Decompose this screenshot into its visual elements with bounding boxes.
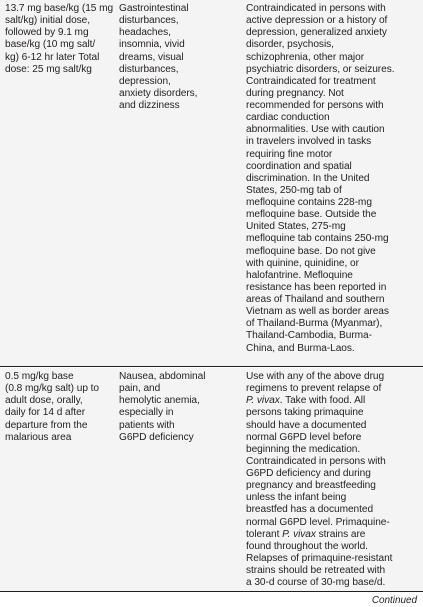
table-row (0, 368, 423, 591)
adverse-line: Nausea, abdominal (119, 371, 206, 382)
comments-line: with quinine, quinidine, or (246, 257, 359, 269)
species-name: P. vivax (282, 528, 316, 540)
comments-line: halofantrine. Mefloquine (246, 269, 353, 281)
comments-line: discrimination. In the United (246, 172, 370, 184)
dosage-line: salt/kg) initial dose, (5, 15, 91, 27)
adverse-line: and dizziness (119, 100, 180, 111)
comments-line: mefloquine base. Outside the (246, 209, 377, 221)
comments-line: Contraindicated in persons with (246, 3, 386, 14)
adverse-effects-cell (119, 371, 235, 444)
dosage-cell (5, 3, 115, 76)
comments-line: persons taking primaquine (246, 407, 364, 419)
comments-line: unless the infant being (246, 492, 347, 504)
dosage-line: kg) 6-12 hr later Total (5, 51, 100, 63)
adverse-line: disturbances, (119, 63, 179, 75)
comments-line: China, and Burma-Laos. (246, 342, 355, 354)
comments-line: G6PD deficiency and during (246, 468, 371, 479)
comments-line: P. vivax. Take with food. All (246, 395, 366, 407)
comments-line: mefloquine tab contains 250-mg (246, 233, 389, 245)
dosage-cell (5, 371, 115, 444)
dosage-line: (0.8 mg/kg salt) up to (5, 383, 100, 395)
comments-line: Contraindicated for treatment (246, 75, 376, 87)
comments-cell (246, 371, 420, 589)
comments-line: resistance has been reported in (246, 281, 387, 293)
species-name: P. vivax (246, 395, 280, 407)
adverse-line: disturbances, (119, 15, 179, 27)
comments-line: beginning the medication. (246, 443, 361, 455)
adverse-line: anxiety disorders, (119, 87, 198, 99)
comments-line: during pregnancy. Not (246, 87, 344, 99)
dosage-line: malarious area (5, 431, 72, 443)
adverse-line: patients with (119, 419, 175, 431)
continued-label: Continued (371, 595, 417, 606)
comments-line: active depression or a history of (246, 15, 388, 27)
comments-line: tolerant P. vivax strains are (246, 528, 366, 540)
comments-line: United States, 275-mg (246, 221, 346, 233)
comments-line: abnormalities. Use with caution (246, 124, 385, 136)
adverse-line: headaches, (119, 27, 171, 39)
dosage-line: daily for 14 d after (5, 407, 86, 419)
dosage-line: base/kg (10 mg salt/ (5, 39, 96, 51)
comments-line: coordination and spatial (246, 160, 352, 172)
adverse-line: depression, (119, 75, 171, 87)
comments-line: normal G6PD level before (246, 431, 362, 443)
comments-cell (246, 3, 420, 355)
comments-line: regimens to prevent relapse of (246, 383, 382, 395)
comments-line: Thailand-Cambodia, Burma- (246, 330, 372, 342)
comments-line: in travelers involved in tasks (246, 136, 372, 148)
adverse-line: dreams, visual (119, 51, 184, 63)
comments-line: areas of Thailand and southern (246, 294, 385, 305)
dosage-line: 0.5 mg/kg base (5, 371, 74, 382)
comments-line: Vietnam as well as border areas (246, 306, 389, 318)
comments-line: strains should be retreated with (246, 565, 386, 576)
adverse-effects-cell (119, 3, 235, 112)
comments-line: States, 250-mg tab of (246, 184, 342, 196)
dosage-line: dose: 25 mg salt/kg (5, 63, 92, 75)
dosage-line: 13.7 mg base/kg (15 mg (5, 3, 114, 14)
comments-line: psychiatric disorders, or seizures. (246, 63, 395, 75)
dosage-line: followed by 9.1 mg (5, 27, 89, 39)
comments-line: cardiac conduction (246, 112, 330, 124)
comments-line: Relapses of primaquine-resistant (246, 552, 393, 564)
adverse-line: insomnia, vivid (119, 39, 185, 51)
comments-line: Use with any of the above drug (246, 371, 385, 382)
dosage-line: departure from the (5, 419, 88, 431)
comments-line: of Thailand-Burma (Myanmar), (246, 318, 383, 330)
comments-line: disorder, psychosis, (246, 39, 334, 51)
comments-line: requiring fine motor (246, 148, 333, 160)
comments-line: schizophrenia, other major (246, 51, 365, 63)
dosage-line: adult dose, orally, (5, 395, 83, 407)
comments-line: depression, generalized anxiety (246, 27, 387, 39)
comments-line: breastfed has a documented (246, 504, 374, 516)
comments-line: mefloquine base. Do not give (246, 245, 376, 257)
row-divider (0, 591, 423, 592)
comments-line: normal G6PD level. Primaquine- (246, 516, 390, 528)
comments-line: found throughout the world. (246, 540, 368, 552)
adverse-line: hemolytic anemia, (119, 395, 200, 407)
comments-line: recommended for persons with (246, 100, 384, 111)
adverse-line: Gastrointestinal (119, 3, 189, 14)
comments-line: Contraindicated in persons with (246, 455, 386, 467)
comments-line: a 30-d course of 30-mg base/d. (246, 577, 386, 589)
adverse-line: especially in (119, 407, 174, 419)
comments-line: pregnancy and breastfeeding (246, 480, 376, 492)
comments-line: should have a documented (246, 419, 367, 431)
adverse-line: pain, and (119, 383, 161, 395)
row-divider (0, 366, 423, 367)
adverse-line: G6PD deficiency (119, 431, 194, 443)
comments-line: mefloquine contains 228-mg (246, 197, 372, 208)
